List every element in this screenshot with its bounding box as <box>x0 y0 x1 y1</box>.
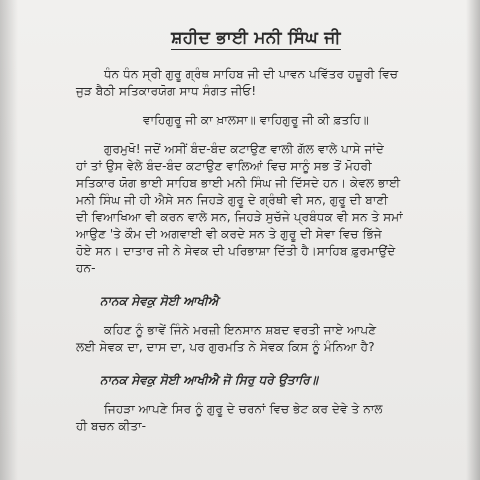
main-paragraph <box>76 141 436 277</box>
text-line: ਹਨ- <box>76 261 96 275</box>
text-line: ਹੀ ਬਚਨ ਕੀਤਾ- <box>76 419 146 433</box>
scripture-quote: ਨਾਨਕ ਸੇਵਕੁ ਸੋਈ ਆਖੀਐ ਜੋ ਸਿਰੁ ਧਰੇ ਉਤਾਰਿ॥ <box>100 373 318 387</box>
scripture-quote: ਨਾਨਕ ਸੇਵਕੁ ਸੋਈ ਆਖੀਐ <box>100 294 219 308</box>
greeting-line: ਵਾਹਿਗੁਰੂ ਜੀ ਕਾ ਖ਼ਾਲਸਾ॥ ਵਾਹਿਗੁਰੂ ਜੀ ਕੀ ਫ਼ਤਹਿ॥ <box>143 113 369 127</box>
text-line: ਦੀ ਵਿਆਖਿਆ ਵੀ ਕਰਨ ਵਾਲੇ ਸਨ, ਜਿਹੜੇ ਸੁਚੱਜੇ ਪ੍ਰਬੰਧਕ ਵੀ ਸਨ ਤੇ ਸਮਾਂ <box>76 210 403 224</box>
page-title <box>76 30 436 50</box>
page-title-text: ਸ਼ਹੀਦ ਭਾਈ ਮਨੀ ਸਿੰਘ ਜੀ <box>171 28 341 48</box>
page-shadow-right <box>466 0 480 480</box>
text-line: ਸਤਿਕਾਰ ਯੋਗ ਭਾਈ ਸਾਹਿਬ ਭਾਈ ਮਨੀ ਸਿੰਘ ਜੀ ਦਿੱਸਦੇ ਹਨ। ਕੇਵਲ ਭਾਈ <box>76 176 401 190</box>
text-line: ਕਹਿਣ ਨੂੰ ਭਾਵੇਂ ਜਿੰਨੇ ਮਰਜ਼ੀ ਇਨਸਾਨ ਸ਼ਬਦ ਵਰਤੀ ਜਾਏ ਆਪਣੇ <box>104 323 377 337</box>
text-line: ਜਿਹੜਾ ਆਪਣੇ ਸਿਰ ਨੂੰ ਗੁਰੂ ਦੇ ਚਰਨਾਂ ਵਿਚ ਭੇਟ ਕਰ ਦੇਵੇ ਤੇ ਨਾਲ <box>104 402 383 416</box>
text-line: ਜੁੜ ਬੈਠੀ ਸਤਿਕਾਰਯੋਗ ਸਾਧ ਸੰਗਤ ਜੀਓ! <box>76 84 257 98</box>
text-line: ਆਉਣ 'ਤੇ ਕੌਮ ਦੀ ਅਗਵਾਈ ਵੀ ਕਰਦੇ ਸਨ ਤੇ ਗੁਰੂ ਦੀ ਸੇਵਾ ਵਿਚ ਭਿੱਜੇ <box>76 227 382 241</box>
third-paragraph <box>76 401 436 435</box>
intro-paragraph <box>76 66 436 100</box>
text-line: ਹੋਏ ਸਨ। ਦਾਤਾਰ ਜੀ ਨੇ ਸੇਵਕ ਦੀ ਪਰਿਭਾਸ਼ਾ ਦਿੱਤੀ ਹੈ।ਸਾਹਿਬ ਫ਼ੁਰਮਾਉਂਦੇ <box>76 244 396 258</box>
text-line: ਲਈ ਸੇਵਕ ਦਾ, ਦਾਸ ਦਾ, ਪਰ ਗੁਰਮਤਿ ਨੇ ਸੇਵਕ ਕਿਸ ਨੂੰ ਮੰਨਿਆ ਹੈ? <box>76 340 375 354</box>
page-shadow-left <box>0 0 18 480</box>
text-line: ਗੁਰਮੁਖੋ! ਜਦੋਂ ਅਸੀਂ ਬੰਦ-ਬੰਦ ਕਟਾਉਣ ਵਾਲੀ ਗੱਲ ਵਾਲੇ ਪਾਸੇ ਜਾਂਦੇ <box>104 142 384 156</box>
page-content <box>76 30 436 435</box>
text-line: ਧੰਨ ਧੰਨ ਸ੍ਰੀ ਗੁਰੂ ਗ੍ਰੰਥ ਸਾਹਿਬ ਜੀ ਦੀ ਪਾਵਨ ਪਵਿੱਤਰ ਹਜ਼ੂਰੀ ਵਿਚ <box>104 67 399 81</box>
second-paragraph <box>76 322 436 356</box>
text-line: ਹਾਂ ਤਾਂ ਉਸ ਵੇਲੇ ਬੰਦ-ਬੰਦ ਕਟਾਉਣ ਵਾਲਿਆਂ ਵਿਚ ਸਾਨੂੰ ਸਭ ਤੋਂ ਮੋਹਰੀ <box>76 159 372 173</box>
text-line: ਮਨੀ ਸਿੰਘ ਜੀ ਹੀ ਐਸੇ ਸਨ ਜਿਹੜੇ ਗੁਰੂ ਦੇ ਗ੍ਰੰਥੀ ਵੀ ਸਨ, ਗੁਰੂ ਦੀ ਬਾਣੀ <box>76 193 388 207</box>
